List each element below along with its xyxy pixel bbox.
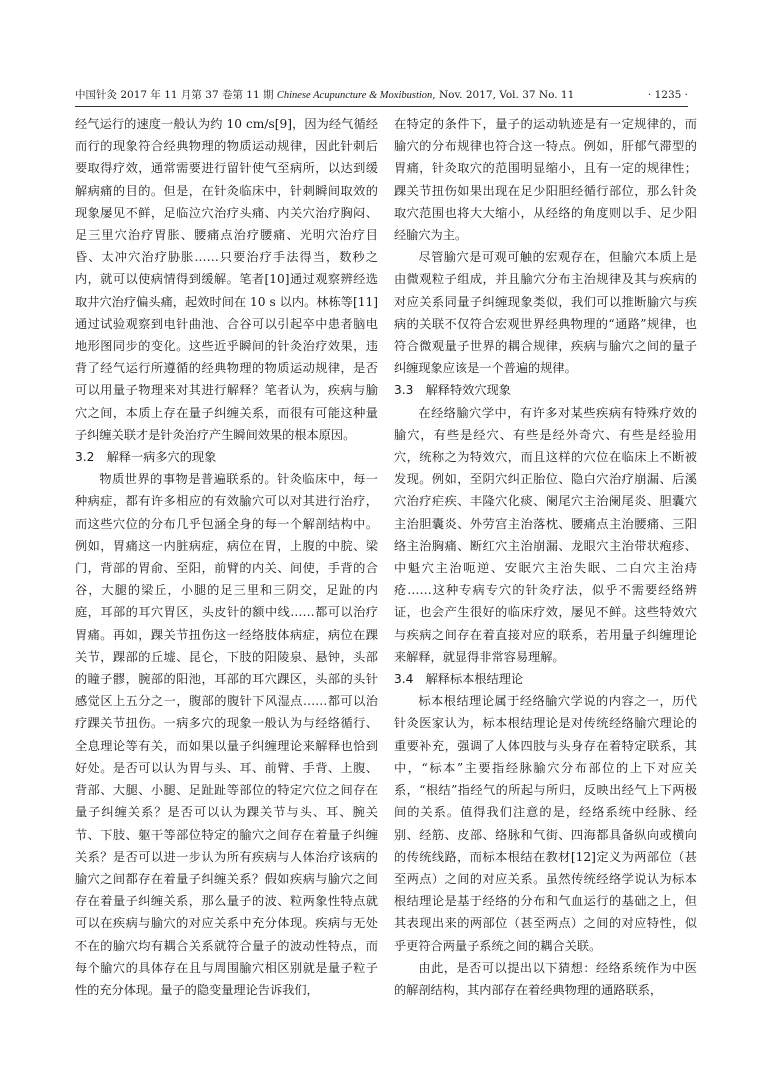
body-paragraph: 尽管腧穴是可观可触的宏观存在，但腧穴本质上是由微观粒子组成，并且腧穴分布主治规律及其与疾病的对应关系同量子纠缠现象类似，我们可以推断腧穴与疾病的关联不仅符合宏观世界经典物理的“通路”规律，也符合微观量子世界的耦合规律，疾病与腧穴之间的量子纠缠现象应该是一个普遍的规律。	[394, 250, 697, 376]
body-paragraph: 由此，是否可以提出以下猜想：经络系统作为中医的解剖结构，其内部存在着经典物理的通路联系，	[394, 960, 697, 997]
journal-issue: , Nov. 2017, Vol. 37 No. 11	[432, 89, 575, 101]
body-paragraph: 经气运行的速度一般认为约 10 cm/s[9]，因为经气循经而行的现象符合经典物理的物质运动规律，因此针刺后要取得疗效，通常需要进行留针使气至病所，以达到缓解病痛的目的。但是，在针灸临床中，针刺瞬间取效的现象屡见不鲜，足临泣穴治疗头痛、内关穴治疗胸闷、足三里穴治疗胃胀、腰痛点治疗腰痛、光明穴治疗目昏、太冲穴治疗胁胀……只要治疗手法得当，数秒之内，就可以使病情得到缓解。笔者[10]通过观察辨经选取井穴治疗偏头痛，起效时间在 10 s 以内。林栋等[11]通过试验观察到电针曲池、合谷可以引起卒中患者脑电地形图同步的变化。这些近乎瞬间的针灸治疗效果，违背了经气运行所遵循的经典物理的物质运动规律，是否可以用量子物理来对其进行解释？笔者认为，疾病与腧穴之间，本质上存在量子纠缠关系，而很有可能这种量子纠缠关联才是针灸治疗产生瞬间效果的根本原因。	[75, 117, 378, 442]
journal-english-title: Chinese Acupuncture & Moxibustion	[276, 90, 433, 101]
body-paragraph: 物质世界的事物是普遍联系的。针灸临床中，每一种病症，都有许多相应的有效腧穴可以对其进行治疗，而这些穴位的分布几乎包涵全身的每一个解剖结构中。例如，胃痛这一内脏病症，病位在胃，上腹的中脘、梁门，背部的胃俞、至阳，前臂的内关、间使，手背的合谷，大腿的梁丘，小腿的足三里和三阴交，足趾的内庭，耳部的耳穴胃区，头皮针的额中线……都可以治疗胃痛。再如，踝关节扭伤这一经络肢体病症，病位在踝关节，踝部的丘墟、昆仑，下肢的阳陵泉、悬钟，头部的瞳子髎，腕部的阳池，耳部的耳穴踝区，头部的头针感觉区上五分之一，腹部的腹针下风湿点……都可以治疗踝关节扭伤。一病多穴的现象一般认为与经络循行、全息理论等有关，而如果以量子纠缠理论来解释也恰到好处。是否可以认为胃与头、耳、前臂、手背、上腹、背部、大腿、小腿、足趾趾等部位的特定穴位之间存在量子纠缠关系？是否可以认为踝关节与头、耳、腕关节、下肢、躯干等部位特定的腧穴之间存在着量子纠缠关系？是否可以进一步认为所有疾病与人体治疗该病的腧穴之间都存在着量子纠缠关系？假如疾病与腧穴之间存在着量子纠缠关系，那么量子的波、粒两象性特点就可以在疾病与腧穴的对应关系中充分体现。疾病与无处不在的腧穴均有耦合关系就符合量子的波动性特点，而每个腧穴的具体存在且与周围腧穴相区别就是量子粒子性的充分体现。量子的隐变量理论告诉我们，	[75, 472, 378, 997]
header-rule	[75, 106, 688, 107]
section-heading: 3.2 解释一病多穴的现象	[75, 450, 217, 465]
journal-citation	[75, 86, 574, 105]
body-paragraph: 在经络腧穴学中，有许多对某些疾病有特殊疗效的腧穴，有些是经穴、有些是经外奇穴、有些是经验用穴，统称之为特效穴，而且这样的穴位在临床上不断被发现。例如，至阴穴纠正胎位、隐白穴治疗崩漏、后溪穴治疗疟疾、丰隆穴化痰、阑尾穴主治阑尾炎、胆囊穴主治胆囊炎、外劳宫主治落枕、腰痛点主治腰痛、三阳络主治胸痛、断红穴主治崩漏、龙眼穴主治带状疱疹、中魁穴主治呃逆、安眠穴主治失眠、二白穴主治痔疮……这种专病专穴的针灸疗法，似乎不需要经络辨证，也会产生很好的临床疗效，屡见不鲜。这些特效穴与疾病之间存在着直接对应的联系，若用量子纠缠理论来解释，就显得非常容易理解。	[394, 405, 697, 664]
body-paragraph: 标本根结理论属于经络腧穴学说的内容之一，历代针灸医家认为，标本根结理论是对传统经络腧穴理论的重要补充，强调了人体四肢与头身存在着特定联系，其中，“标本”主要指经脉腧穴分布部位的上下对应关系，“根结”指经气的所起与所归，反映出经气上下两极间的关系。值得我们注意的是，经络系统中经脉、经别、经筋、皮部、络脉和气街、四海都具备纵向或横向的传统线路，而标本根结在教材[12]定义为两部位（甚至两点）之间的对应关系。虽然传统经络学说认为标本根结理论是基于经络的分布和气血运行的基础之上，但其表现出来的两部位（甚至两点）之间的对应特性，似乎更符合两量子系统之间的耦合关联。	[394, 694, 697, 953]
journal-line: 中国针灸 2017 年 11 月第 37 卷第 11 期	[75, 89, 274, 101]
section-heading: 3.4 解释标本根结理论	[394, 672, 524, 687]
left-column	[75, 113, 378, 1001]
running-header	[75, 86, 688, 104]
body-paragraph: 在特定的条件下，量子的运动轨迹是有一定规律的，而腧穴的分布规律也符合这一特点。例如，肝郁气滞型的胃痛，针灸取穴的范围明显缩小，且有一定的规律性；踝关节扭伤如果出现在足少阳胆经循行部位，那么针灸取穴范围也将大大缩小，从经络的角度则以手、足少阳经腧穴为主。	[394, 117, 697, 243]
right-column	[394, 113, 697, 1001]
page-number: · 1235 ·	[647, 89, 688, 101]
section-heading: 3.3 解释特效穴现象	[394, 383, 511, 398]
